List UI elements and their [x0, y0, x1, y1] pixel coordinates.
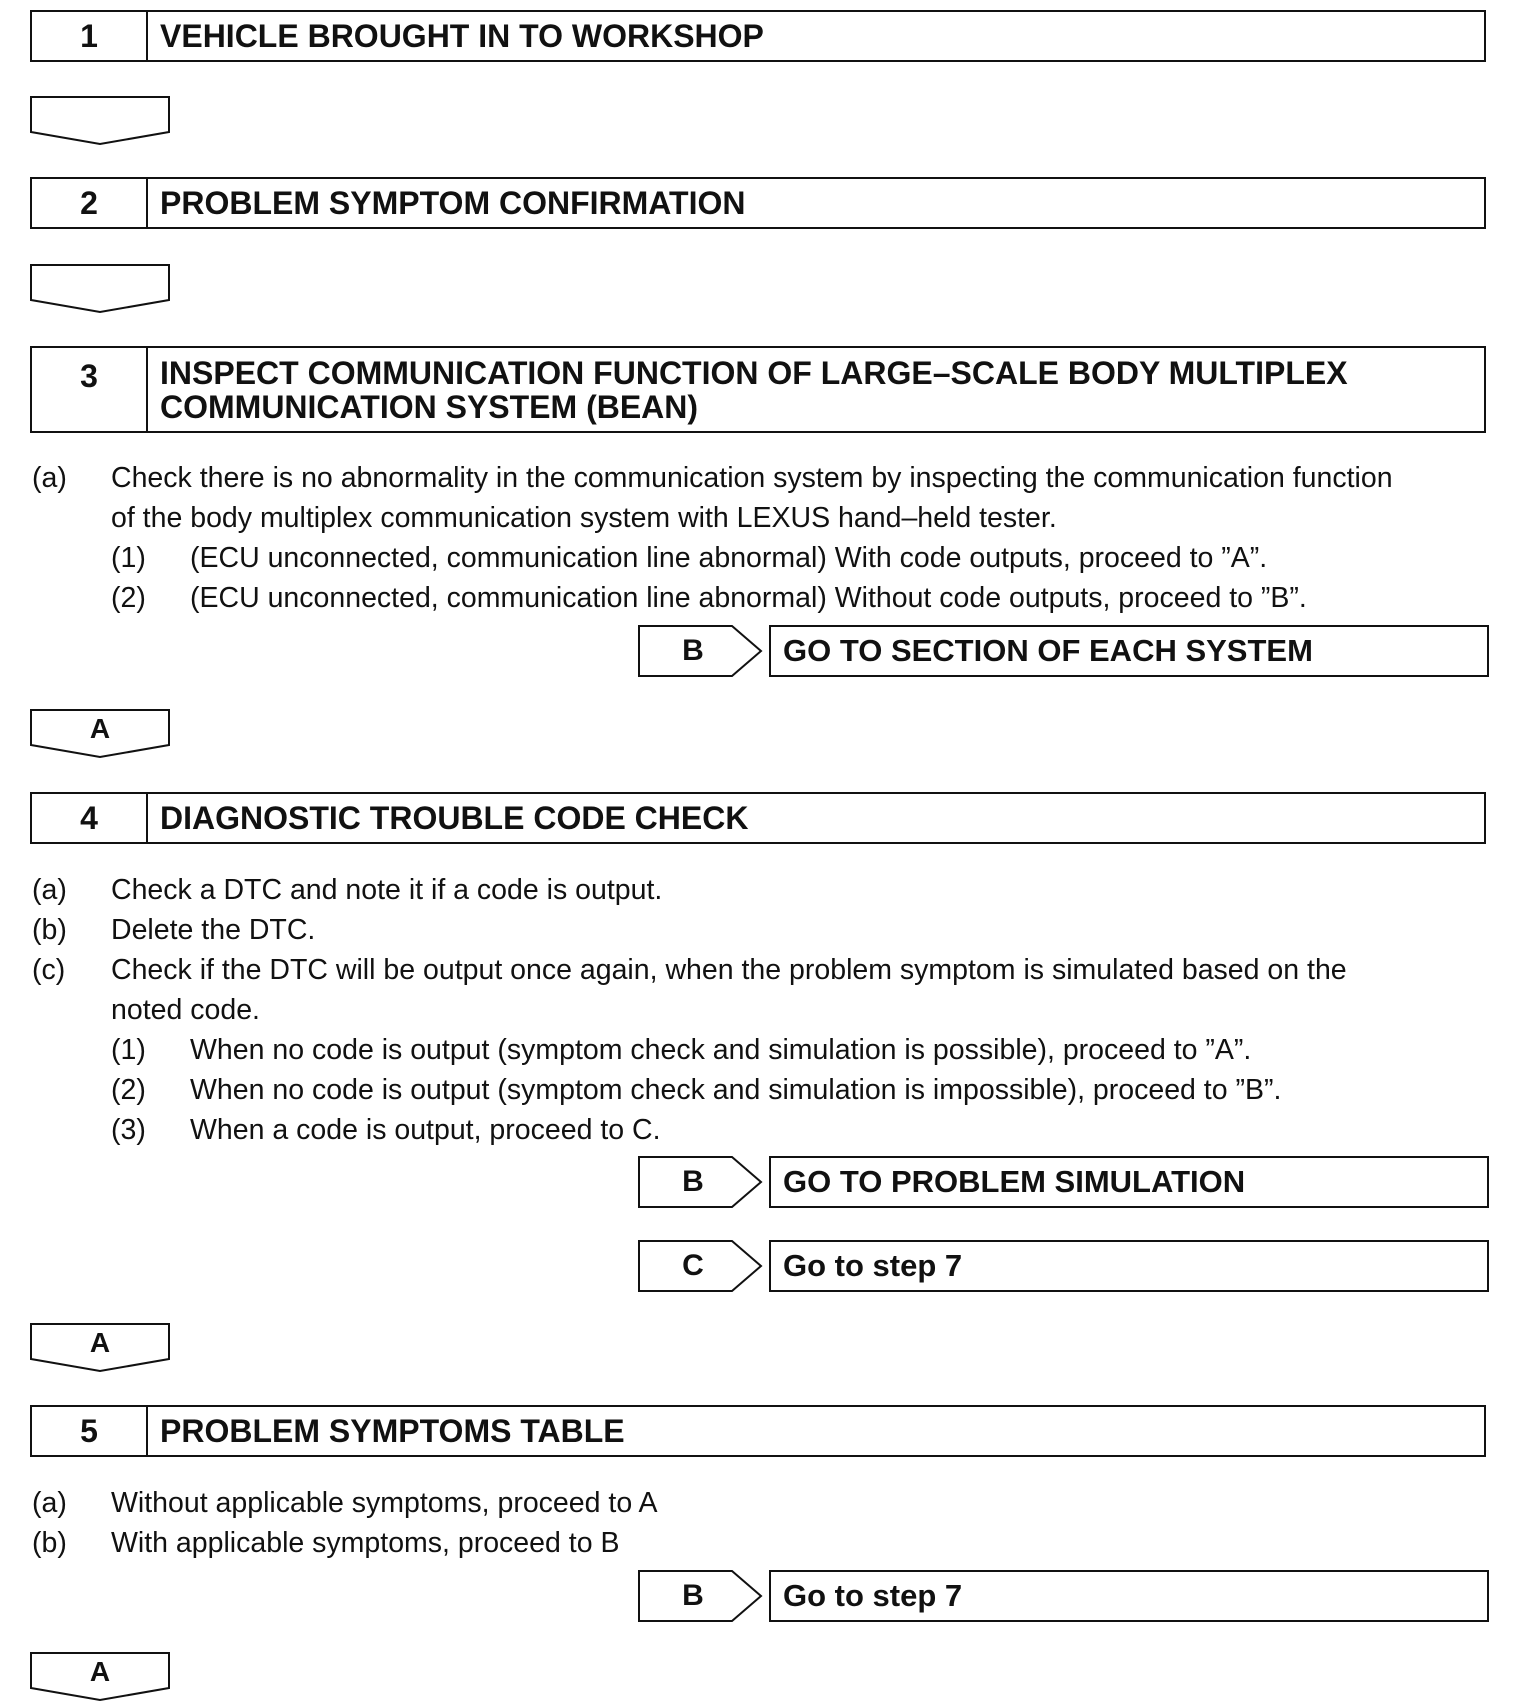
list-label: (c) — [32, 954, 66, 986]
list-label: (a) — [32, 462, 67, 494]
list-label: (2) — [111, 582, 146, 614]
step-title: PROBLEM SYMPTOM CONFIRMATION — [160, 185, 746, 221]
instruction-text: When no code is output (symptom check and simulation is possible), proceed to ”A”. — [190, 1034, 1252, 1066]
flow-arrow — [30, 1323, 170, 1373]
list-label: (1) — [111, 542, 146, 574]
step-number: 1 — [32, 12, 148, 60]
step-title-line: INSPECT COMMUNICATION FUNCTION OF LARGE–SCALE BODY MULTIPLEX — [160, 354, 1348, 391]
step-title-line: COMMUNICATION SYSTEM (BEAN) — [160, 388, 699, 425]
branch-result: GO TO SECTION OF EACH SYSTEM — [769, 625, 1489, 677]
list-label: (b) — [32, 914, 67, 946]
branch-letter: B — [682, 1165, 704, 1198]
branch-tag-b — [638, 625, 763, 677]
instruction-text: With applicable symptoms, proceed to B — [111, 1527, 620, 1559]
instruction-text: Delete the DTC. — [111, 914, 316, 946]
list-label: (b) — [32, 1527, 67, 1559]
branch-result: GO TO PROBLEM SIMULATION — [769, 1156, 1489, 1208]
branch-letter: B — [682, 1579, 704, 1612]
list-label: (1) — [111, 1034, 146, 1066]
step-1-header — [30, 10, 1486, 62]
list-label: (a) — [32, 874, 67, 906]
instruction-text: Check there is no abnormality in the communication system by inspecting the communication function — [111, 462, 1393, 494]
instruction-text: (ECU unconnected, communication line abnormal) Without code outputs, proceed to ”B”. — [190, 582, 1307, 614]
step-3-header — [30, 346, 1486, 433]
flow-arrow — [30, 96, 170, 146]
instruction-text: When no code is output (symptom check and simulation is impossible), proceed to ”B”. — [190, 1074, 1282, 1106]
branch-result: Go to step 7 — [769, 1570, 1489, 1622]
flow-arrow — [30, 264, 170, 314]
step-number: 2 — [32, 179, 148, 227]
branch-letter: C — [682, 1249, 704, 1282]
branch-tag-b — [638, 1570, 763, 1622]
instruction-text: Check if the DTC will be output once again, when the problem symptom is simulated based on the — [111, 954, 1347, 986]
step-title: VEHICLE BROUGHT IN TO WORKSHOP — [160, 18, 764, 54]
list-label: (a) — [32, 1487, 67, 1519]
step-title: PROBLEM SYMPTOMS TABLE — [160, 1413, 625, 1449]
instruction-text: noted code. — [111, 994, 260, 1026]
arrow-label: A — [89, 713, 111, 744]
branch-letter: B — [682, 634, 704, 667]
instruction-text: Without applicable symptoms, proceed to A — [111, 1487, 658, 1519]
step-number: 5 — [32, 1407, 148, 1455]
branch-result: Go to step 7 — [769, 1240, 1489, 1292]
instruction-text: Check a DTC and note it if a code is output. — [111, 874, 663, 906]
arrow-label: A — [89, 1327, 111, 1358]
arrow-label: A — [89, 1656, 111, 1687]
flow-arrow — [30, 709, 170, 759]
step-title: DIAGNOSTIC TROUBLE CODE CHECK — [160, 800, 749, 836]
list-label: (2) — [111, 1074, 146, 1106]
step-number: 4 — [32, 794, 148, 842]
list-label: (3) — [111, 1114, 146, 1146]
instruction-text: When a code is output, proceed to C. — [190, 1114, 661, 1146]
step-4-header — [30, 792, 1486, 844]
step-5-header — [30, 1405, 1486, 1457]
step-title — [160, 348, 1474, 431]
instruction-text: of the body multiplex communication system with LEXUS hand–held tester. — [111, 502, 1057, 534]
branch-tag-b — [638, 1156, 763, 1208]
step-2-header — [30, 177, 1486, 229]
instruction-text: (ECU unconnected, communication line abnormal) With code outputs, proceed to ”A”. — [190, 542, 1268, 574]
step-number: 3 — [32, 348, 148, 431]
branch-tag-c — [638, 1240, 763, 1292]
flow-arrow — [30, 1652, 170, 1702]
